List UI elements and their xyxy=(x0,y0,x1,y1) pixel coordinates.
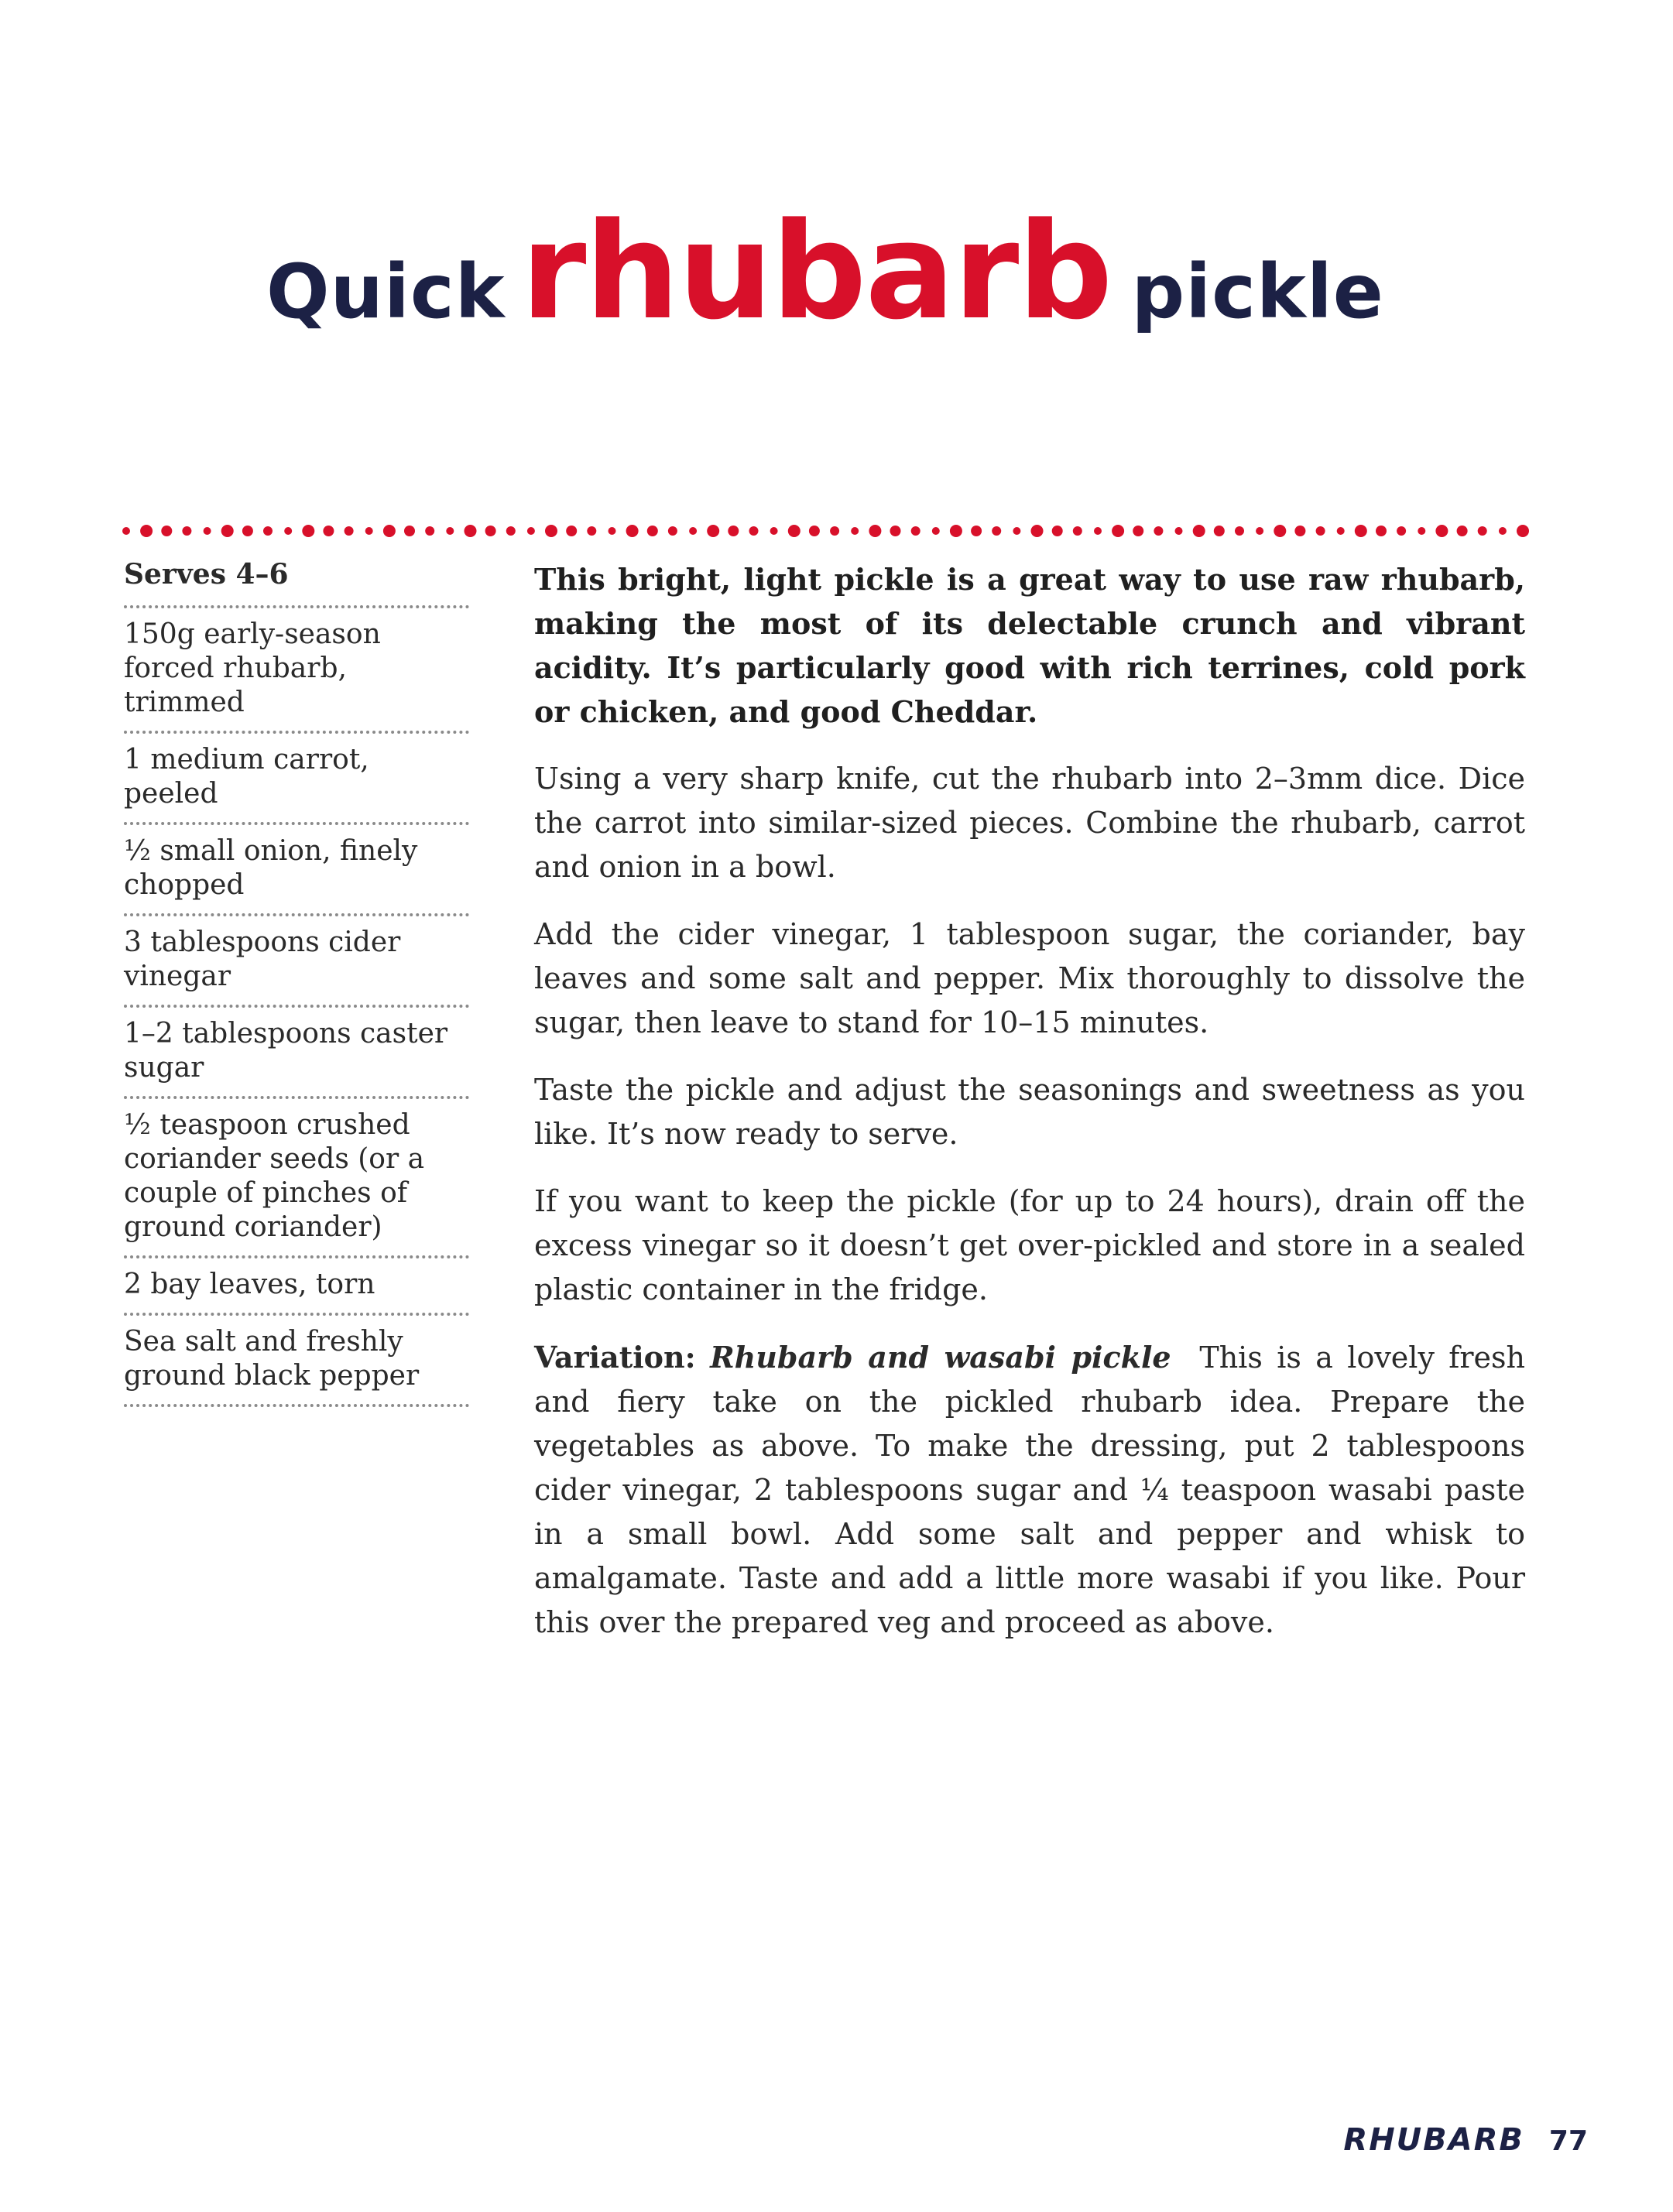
section-name: RHUBARB xyxy=(1343,2122,1524,2158)
divider-dot xyxy=(566,526,577,536)
divider-dot xyxy=(707,525,719,537)
ingredient-item: 2 bay leaves, torn xyxy=(124,1258,469,1316)
variation-paragraph xyxy=(534,1335,1525,1645)
divider-dot xyxy=(869,525,881,537)
divider-dot xyxy=(1274,525,1286,537)
title-word-rhubarb: rhubarb xyxy=(520,193,1112,349)
divider-dot xyxy=(728,526,739,536)
divider-dot xyxy=(1355,525,1367,537)
method-step: If you want to keep the pickle (for up to 24 hours), drain off the excess vinegar so it doesn’t get over-pickled and store in a sealed plastic container in the fridge. xyxy=(534,1184,1525,1306)
divider-dot xyxy=(749,526,759,536)
method-step: Using a very sharp knife, cut the rhubarb into 2–3mm dice. Dice the carrot into similar-sized pieces. Combine the rhubarb, carrot and onion in a bowl. xyxy=(534,762,1525,884)
variation-name: Rhubarb and wasabi pickle xyxy=(710,1340,1171,1375)
divider-dot xyxy=(1337,527,1345,535)
intro-paragraph: This bright, light pickle is a great way to use raw rhubarb, making the most of its delectable crunch and vibrant acidity. It’s particularly good with rich terrines, cold pork or chicken, and good Cheddar. xyxy=(534,562,1525,729)
divider-dot xyxy=(1316,526,1325,536)
divider-dot xyxy=(911,526,920,536)
divider-dot xyxy=(1094,527,1102,535)
divider-dot xyxy=(1112,525,1124,537)
divider-dot xyxy=(263,526,273,536)
ingredient-item: ½ teaspoon crushed coriander seeds (or a couple of pinches of ground coriander) xyxy=(124,1099,469,1258)
divider-dot xyxy=(545,525,557,537)
divider-dot xyxy=(647,526,658,536)
page-footer xyxy=(1343,2122,1588,2169)
divider-dot xyxy=(1517,525,1529,537)
title-word-quick: Quick xyxy=(266,248,506,335)
divider-dot xyxy=(527,527,535,535)
divider-dot xyxy=(1175,527,1183,535)
divider-dot xyxy=(1052,526,1063,536)
method-text xyxy=(534,557,1525,1668)
divider-dot xyxy=(1418,527,1425,535)
method-step: Add the cider vinegar, 1 tablespoon sugar, the coriander, bay leaves and some salt and pepper. Mix thoroughly to dissolve the sugar, then leave to stand for 10–15 minutes. xyxy=(534,917,1525,1039)
divider-dot xyxy=(626,525,639,537)
ingredient-item: 1 medium carrot, peeled xyxy=(124,734,469,825)
divider-dot xyxy=(465,525,477,537)
divider-dot xyxy=(446,527,454,535)
divider-dot xyxy=(609,527,616,535)
divider-dot xyxy=(689,527,697,535)
ingredient-item: 150g early-season forced rhubarb, trimmed xyxy=(124,608,469,734)
divider-dot xyxy=(851,527,859,535)
ingredient-item: 3 tablespoons cider vinegar xyxy=(124,916,469,1008)
divider-dot xyxy=(284,527,292,535)
divider-dot xyxy=(1499,527,1507,535)
divider-dot xyxy=(1256,527,1263,535)
serves-label: Serves 4–6 xyxy=(124,557,469,608)
divider-dot xyxy=(404,526,415,536)
divider-dot xyxy=(161,526,172,536)
divider-dot xyxy=(1031,525,1044,537)
divider-dot xyxy=(242,526,253,536)
divider-dot xyxy=(1376,526,1387,536)
decorative-divider xyxy=(120,522,1529,539)
divider-dot xyxy=(302,525,314,537)
variation-text: This is a lovely fresh and fiery take on the pickled rhubarb idea. Prepare the vegetables as above. To make the dressing, put 2 tablespoons cider vinegar, 2 tablespoons sugar and ¼ teaspoon wasabi paste in a small bowl. Add some salt and pepper and whisk to amalgamate. Taste and add a little more wasabi if you like. Pour this over the prepared veg and proceed as above. xyxy=(534,1341,1525,1639)
divider-dot xyxy=(788,525,801,537)
divider-dot xyxy=(809,526,820,536)
divider-dot xyxy=(992,526,1001,536)
divider-dot xyxy=(587,526,596,536)
divider-dot xyxy=(1457,526,1468,536)
divider-dot xyxy=(1214,526,1225,536)
divider-dot xyxy=(122,527,130,535)
divider-dot xyxy=(1133,526,1143,536)
ingredient-item: ½ small onion, finely chopped xyxy=(124,825,469,916)
divider-dot xyxy=(204,527,211,535)
divider-dot xyxy=(971,526,982,536)
ingredient-item: 1–2 tablespoons caster sugar xyxy=(124,1008,469,1099)
divider-dot xyxy=(950,525,962,537)
method-step: Taste the pickle and adjust the seasonings and sweetness as you like. It’s now ready to serve. xyxy=(534,1073,1525,1151)
divider-dot xyxy=(1294,526,1305,536)
divider-dot xyxy=(485,526,496,536)
divider-dot xyxy=(1397,526,1406,536)
divider-dot xyxy=(1073,526,1082,536)
divider-dot xyxy=(932,527,940,535)
divider-dot xyxy=(1193,525,1205,537)
variation-label: Variation: xyxy=(534,1340,696,1375)
title-word-pickle: pickle xyxy=(1131,248,1384,335)
divider-dot xyxy=(830,526,839,536)
divider-dot xyxy=(425,526,434,536)
page-number: 77 xyxy=(1548,2125,1588,2157)
divider-dots xyxy=(120,522,1529,539)
ingredient-item: Sea salt and freshly ground black pepper xyxy=(124,1316,469,1407)
recipe-title xyxy=(266,193,1428,364)
divider-dot xyxy=(668,526,677,536)
divider-dot xyxy=(383,525,396,537)
divider-dot xyxy=(1435,525,1448,537)
ingredients-list xyxy=(124,557,469,1407)
divider-dot xyxy=(345,526,354,536)
divider-dot xyxy=(221,525,234,537)
divider-dot xyxy=(1478,526,1487,536)
divider-dot xyxy=(182,526,191,536)
divider-dot xyxy=(890,526,901,536)
divider-dot xyxy=(323,526,334,536)
divider-dot xyxy=(140,525,153,537)
divider-dot xyxy=(1235,526,1244,536)
divider-dot xyxy=(1154,526,1163,536)
divider-dot xyxy=(770,527,778,535)
divider-dot xyxy=(506,526,516,536)
divider-dot xyxy=(1013,527,1020,535)
divider-dot xyxy=(365,527,373,535)
